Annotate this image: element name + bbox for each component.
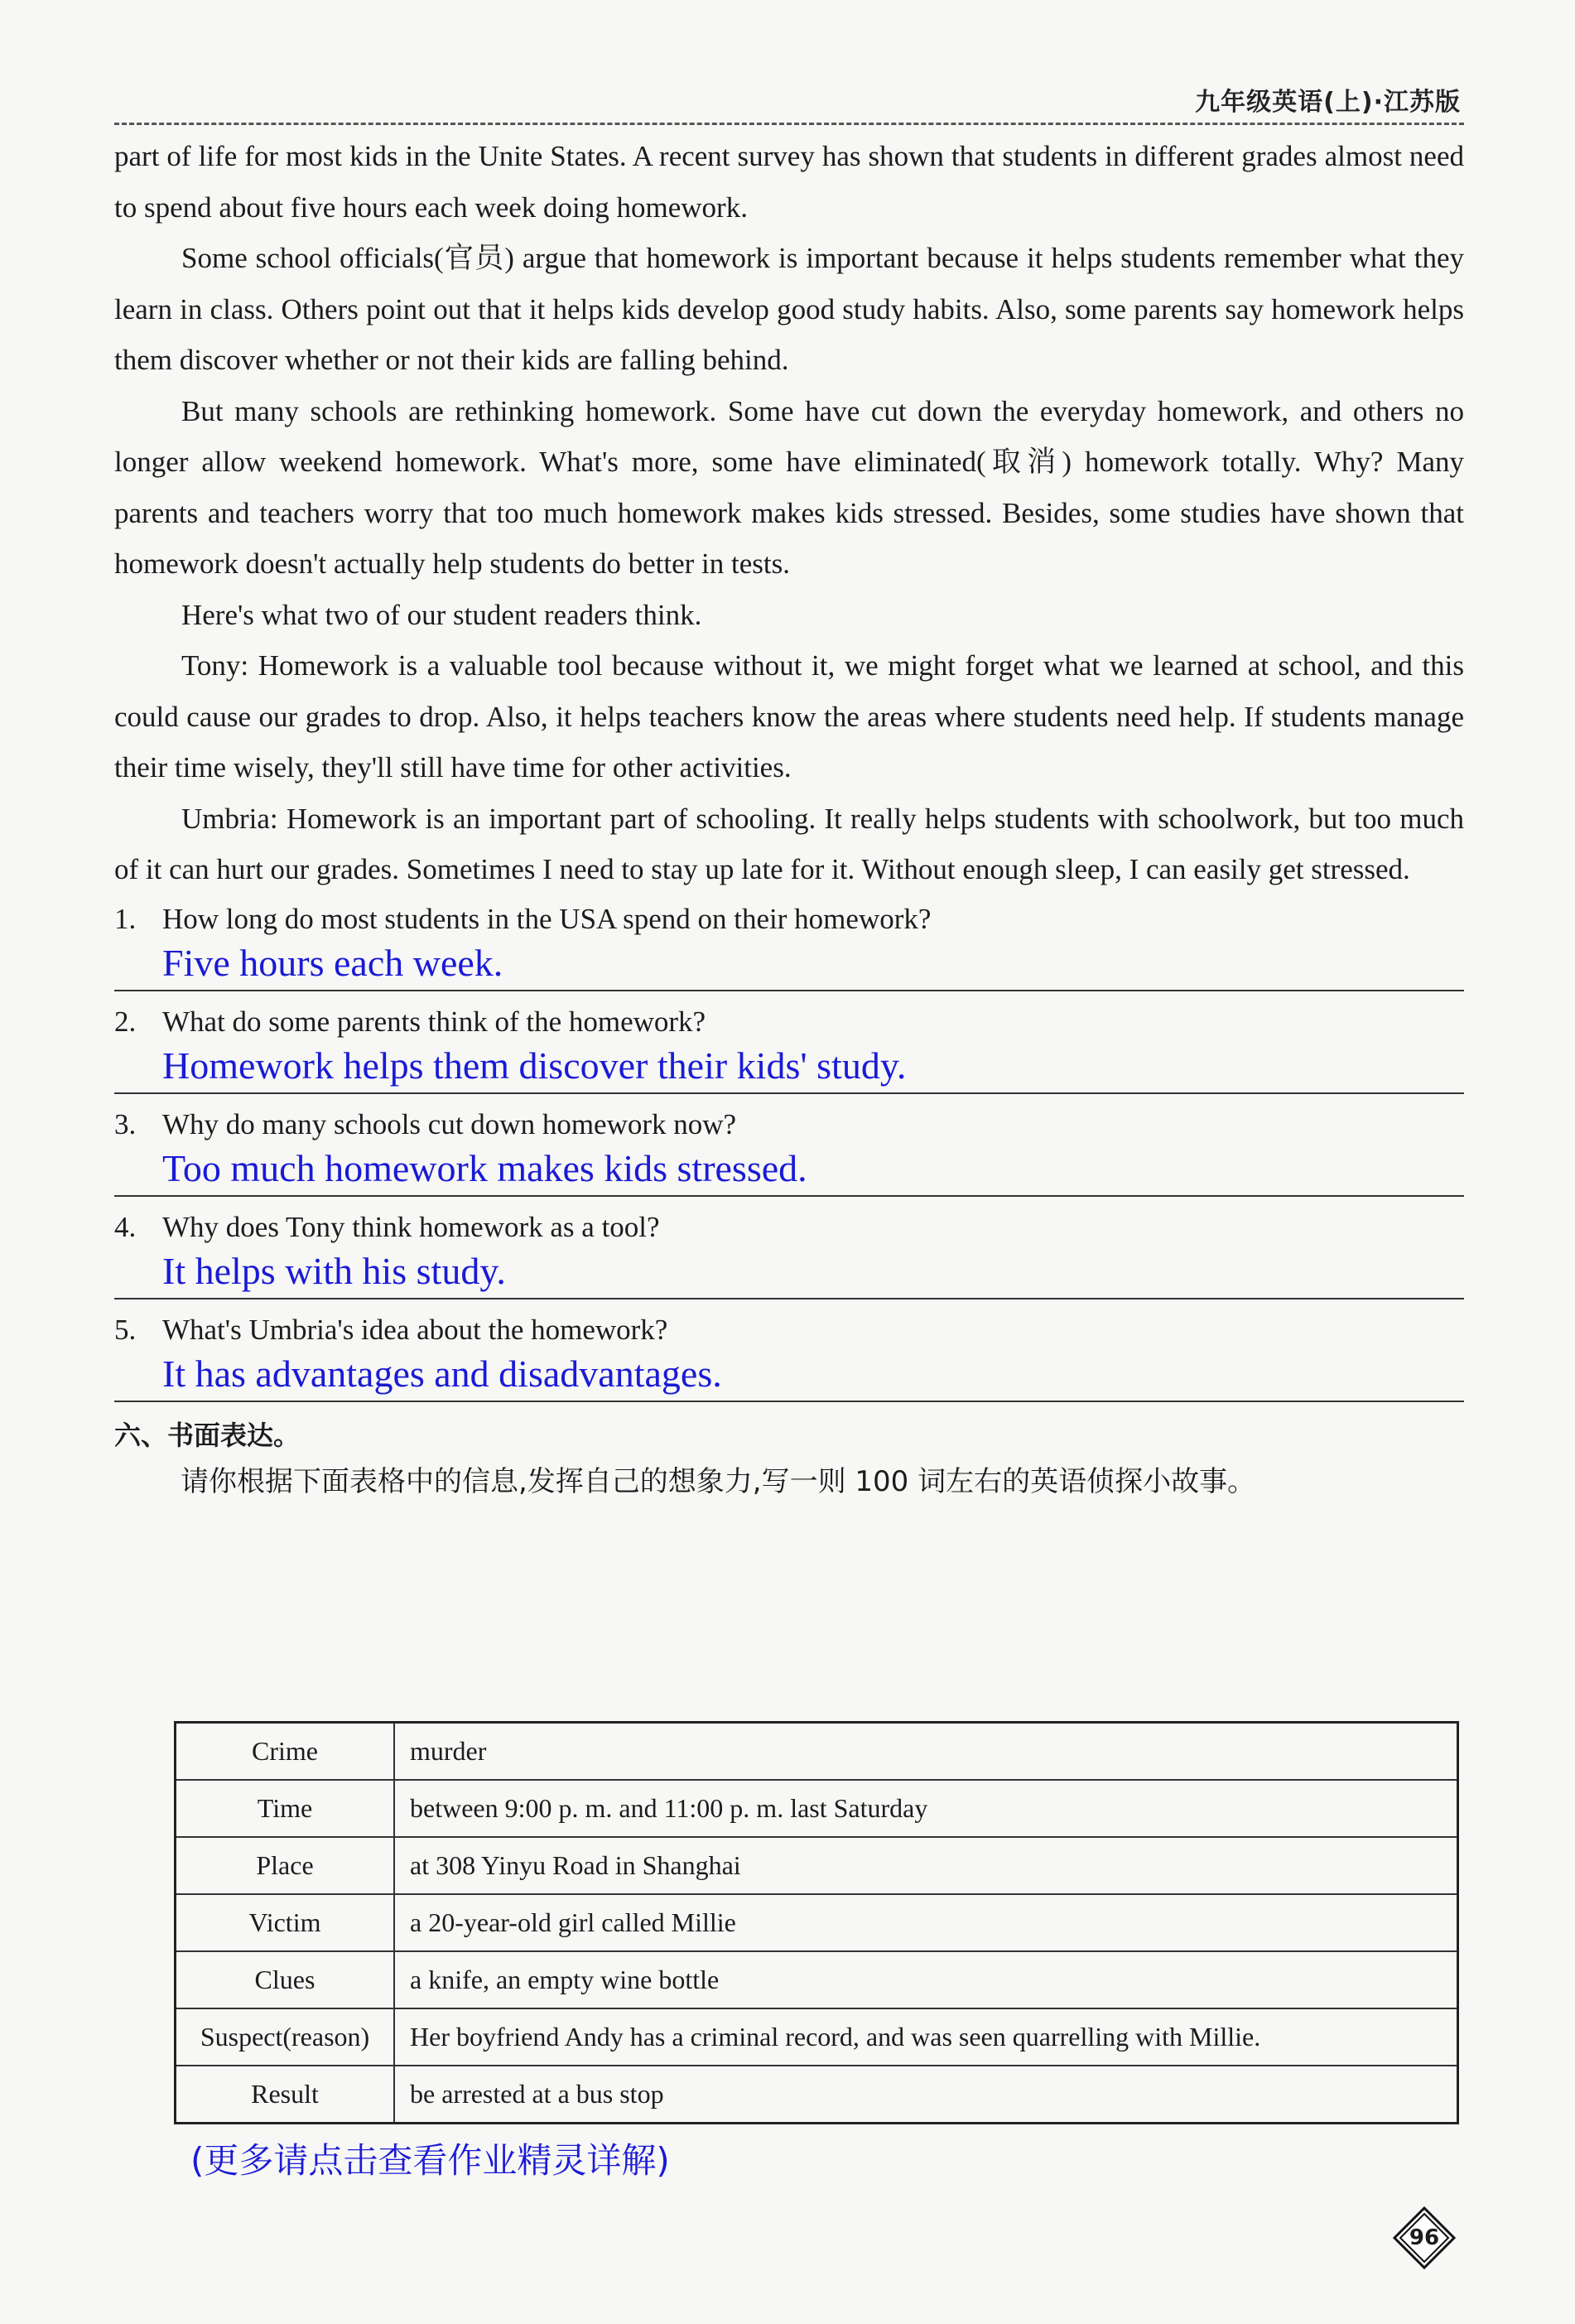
question-text: How long do most students in the USA spend on their homework? bbox=[162, 902, 932, 935]
passage-paragraph-1: part of life for most kids in the Unite States. A recent survey has shown that students in different grades almost need to spend about five hours each week doing homework. bbox=[114, 140, 1464, 224]
passage-paragraph-6: Umbria: Homework is an important part of schooling. It really helps students with schoolwork, but too much of it can hurt our grades. Sometimes I need to stay up late for it. Without enough sleep, I can easily get stressed. bbox=[114, 802, 1464, 885]
table-row bbox=[176, 2066, 1458, 2124]
answer-line[interactable]: Too much homework makes kids stressed. bbox=[114, 1145, 1464, 1197]
question-item bbox=[114, 1309, 1464, 1402]
table-value: a 20-year-old girl called Millie bbox=[394, 1894, 1458, 1951]
table-value: murder bbox=[394, 1723, 1458, 1781]
passage-paragraph-5: Tony: Homework is a valuable tool because without it, we might forget what we learned at school, and this could cause our grades to drop. Also, it helps teachers know the areas where students need help. If students manage their time wisely, they'll still have time for other activities. bbox=[114, 649, 1464, 784]
table-value: between 9:00 p. m. and 11:00 p. m. last Saturday bbox=[394, 1780, 1458, 1837]
question-item bbox=[114, 1001, 1464, 1094]
question-item bbox=[114, 1104, 1464, 1197]
table-label: Victim bbox=[176, 1894, 395, 1951]
questions-list bbox=[114, 899, 1464, 1402]
table-value: Her boyfriend Andy has a criminal record, and was seen quarrelling with Millie. bbox=[394, 2008, 1458, 2066]
question-text: What do some parents think of the homework? bbox=[162, 1005, 706, 1038]
table-row bbox=[176, 1894, 1458, 1951]
table-row bbox=[176, 1780, 1458, 1837]
table-label: Place bbox=[176, 1837, 395, 1894]
table-label: Suspect(reason) bbox=[176, 2008, 395, 2066]
question-number: 1. bbox=[114, 902, 137, 935]
answer-line[interactable]: It has advantages and disadvantages. bbox=[114, 1351, 1464, 1402]
section-6-title: 六、书面表达。 bbox=[114, 1419, 301, 1451]
question-number: 4. bbox=[114, 1210, 137, 1243]
main-content bbox=[114, 131, 1464, 1507]
book-title: 九年级英语(上)·江苏版 bbox=[1195, 88, 1461, 117]
question-text: Why does Tony think homework as a tool? bbox=[162, 1210, 660, 1243]
question-text: Why do many schools cut down homework now? bbox=[162, 1107, 737, 1140]
table-label: Crime bbox=[176, 1723, 395, 1781]
table-value: at 308 Yinyu Road in Shanghai bbox=[394, 1837, 1458, 1894]
answer-line[interactable]: It helps with his study. bbox=[114, 1248, 1464, 1299]
page-number-badge bbox=[1393, 2206, 1456, 2269]
answer-line[interactable]: Five hours each week. bbox=[114, 940, 1464, 991]
page-header bbox=[114, 76, 1464, 125]
table-row bbox=[176, 1723, 1458, 1781]
page-number: 96 bbox=[1409, 2225, 1440, 2250]
table-row bbox=[176, 1951, 1458, 2008]
table-label: Result bbox=[176, 2066, 395, 2124]
passage-paragraph-4: Here's what two of our student readers think. bbox=[181, 598, 702, 631]
question-number: 2. bbox=[114, 1005, 137, 1038]
table-label: Time bbox=[176, 1780, 395, 1837]
question-number: 5. bbox=[114, 1313, 137, 1346]
case-info-table bbox=[174, 1721, 1459, 2124]
more-details-link[interactable]: (更多请点击查看作业精灵详解) bbox=[190, 2140, 670, 2181]
table-value: be arrested at a bus stop bbox=[394, 2066, 1458, 2124]
table-label: Clues bbox=[176, 1951, 395, 2008]
table-row bbox=[176, 2008, 1458, 2066]
question-item bbox=[114, 1207, 1464, 1299]
question-number: 3. bbox=[114, 1107, 137, 1140]
question-text: What's Umbria's idea about the homework? bbox=[162, 1313, 668, 1346]
answer-line[interactable]: Homework helps them discover their kids' study. bbox=[114, 1043, 1464, 1094]
passage-paragraph-3: But many schools are rethinking homework. Some have cut down the everyday homework, and others no longer allow weekend homework. What's more, some have eliminated(取消) homework totally. Why? Many parents and teachers worry that too much homework makes kids stressed. Besides, some studies have shown that homework doesn't actually help students do better in tests. bbox=[114, 394, 1464, 580]
section-6-instruction: 请你根据下面表格中的信息,发挥自己的想象力,写一则 100 词左右的英语侦探小故事。 bbox=[181, 1464, 1256, 1498]
table-row bbox=[176, 1837, 1458, 1894]
passage-paragraph-2: Some school officials(官员) argue that homework is important because it helps students remember what they learn in class. Others point out that it helps kids develop good study habits. Also, some parents say homework helps them discover whether or not their kids are falling behind. bbox=[114, 242, 1464, 376]
table-value: a knife, an empty wine bottle bbox=[394, 1951, 1458, 2008]
question-item bbox=[114, 899, 1464, 991]
